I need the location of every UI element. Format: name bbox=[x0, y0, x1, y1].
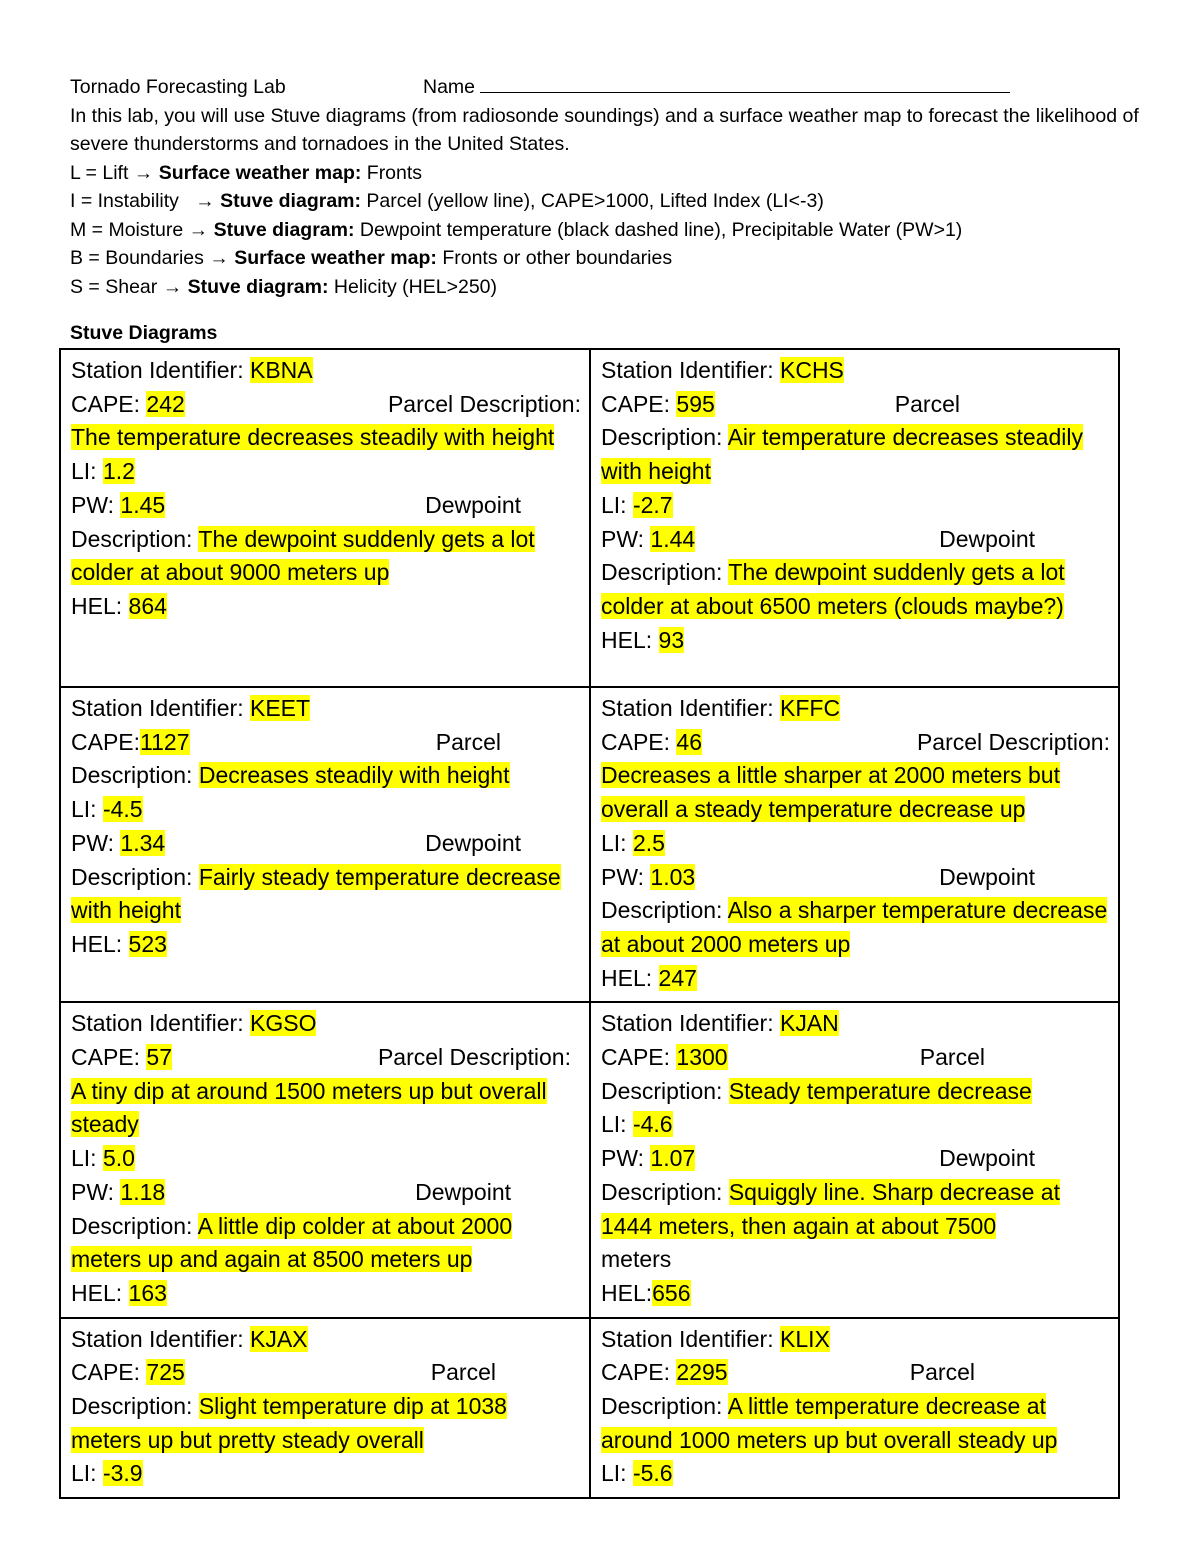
pw-label: PW: bbox=[71, 829, 115, 856]
parcel-desc-label: Parcel Description: bbox=[387, 390, 581, 417]
station-id: KFFC bbox=[780, 695, 841, 721]
limb-tool: Stuve diagram: bbox=[187, 275, 329, 298]
pw-label: PW: bbox=[601, 1145, 645, 1172]
limb-tool: Surface weather map: bbox=[234, 247, 437, 269]
li-label: LI: bbox=[71, 796, 97, 823]
limb-instability bbox=[70, 187, 1160, 216]
dewpoint-label: Dewpoint bbox=[939, 525, 1035, 552]
dewpoint-desc: Fairly steady temperature decrease with height bbox=[71, 863, 561, 924]
description-label: Description: bbox=[601, 1178, 723, 1205]
station-id: KLIX bbox=[780, 1325, 830, 1352]
hel-value: 523 bbox=[128, 930, 167, 957]
dewpoint-desc: The dewpoint suddenly gets a lot colder at about 9000 meters up bbox=[71, 525, 535, 586]
pw-label: PW: bbox=[71, 1178, 115, 1205]
parcel-desc-label: Parcel Description: bbox=[916, 728, 1110, 755]
station-label: Station Identifier: bbox=[71, 1325, 244, 1352]
pw-label: PW: bbox=[601, 863, 645, 890]
cape-value: 595 bbox=[676, 390, 715, 417]
limb-prefix: S = Shear bbox=[70, 275, 158, 298]
pw-value: 1.07 bbox=[650, 1145, 696, 1172]
cape-label: CAPE: bbox=[71, 1044, 141, 1071]
station-label: Station Identifier: bbox=[601, 357, 774, 383]
cape-label: CAPE: bbox=[71, 728, 141, 755]
pw-value: 1.45 bbox=[120, 491, 166, 518]
li-label: LI: bbox=[71, 1145, 97, 1172]
parcel-desc: Steady temperature decrease bbox=[728, 1077, 1032, 1104]
dewpoint-label: Dewpoint bbox=[939, 1145, 1035, 1172]
li-value: -4.5 bbox=[102, 796, 143, 823]
limb-detail: Parcel (yellow line), CAPE>1000, Lifted Index (LI<-3) bbox=[366, 190, 824, 212]
li-value: 5.0 bbox=[102, 1145, 135, 1172]
station-cell-keet bbox=[60, 687, 590, 1002]
dewpoint-desc: Squiggly line. Sharp decrease at 1444 meters, then again at about 7500 bbox=[601, 1178, 1060, 1239]
pw-value: 1.18 bbox=[120, 1178, 166, 1205]
station-cell-kjan bbox=[590, 1002, 1119, 1317]
station-cell-kjax bbox=[60, 1318, 590, 1499]
li-value: 1.2 bbox=[102, 458, 135, 485]
hel-label: HEL: bbox=[71, 592, 123, 619]
description-label: Description: bbox=[601, 559, 723, 586]
pw-value: 1.34 bbox=[120, 829, 166, 856]
limb-detail: Fronts or other boundaries bbox=[442, 247, 673, 269]
station-id: KBNA bbox=[250, 357, 313, 383]
limb-tool: Stuve diagram: bbox=[220, 190, 361, 212]
hel-label: HEL: bbox=[71, 1279, 123, 1306]
station-cell-kffc bbox=[590, 687, 1119, 1002]
dewpoint-label: Dewpoint bbox=[415, 1178, 511, 1205]
station-label: Station Identifier: bbox=[71, 1010, 244, 1037]
station-id: KCHS bbox=[780, 357, 844, 383]
title-line bbox=[70, 72, 1160, 102]
limb-detail: Fronts bbox=[366, 161, 423, 184]
station-cell-klix bbox=[590, 1318, 1119, 1499]
arrow-icon: → bbox=[209, 247, 229, 269]
cape-label: CAPE: bbox=[601, 390, 671, 417]
cape-label: CAPE: bbox=[601, 1359, 671, 1386]
parcel-desc: Air temperature decreases steadily with height bbox=[601, 424, 1083, 485]
station-id: KEET bbox=[250, 695, 311, 721]
arrow-icon: → bbox=[188, 218, 209, 241]
limb-moisture bbox=[70, 216, 1160, 245]
limb-tool: Surface weather map: bbox=[158, 161, 362, 184]
description-label: Description: bbox=[71, 863, 193, 890]
description-label: Description: bbox=[601, 424, 723, 451]
station-cell-kchs bbox=[590, 349, 1119, 687]
section-heading: Stuve Diagrams bbox=[70, 322, 218, 344]
cape-label: CAPE: bbox=[601, 728, 671, 755]
station-id: KGSO bbox=[250, 1010, 317, 1037]
parcel-desc: A little temperature decrease at around 1000 meters up but overall steady up bbox=[601, 1393, 1058, 1453]
cape-value: 725 bbox=[146, 1359, 185, 1386]
intro-text: In this lab, you will use Stuve diagrams (from radiosonde soundings) and a surface weather map to forecast the likelihood of severe thunderstorms and tornadoes in the United States. bbox=[70, 104, 1139, 155]
hel-value: 656 bbox=[652, 1279, 691, 1306]
li-label: LI: bbox=[71, 458, 97, 485]
dewpoint-desc-tail: meters bbox=[601, 1246, 672, 1273]
dewpoint-desc: A little dip colder at about 2000 meters up and again at 8500 meters up bbox=[71, 1212, 513, 1273]
hel-label: HEL: bbox=[71, 930, 123, 957]
parcel-label: Parcel bbox=[435, 728, 501, 755]
parcel-desc: The temperature decreases steadily with height bbox=[71, 424, 555, 451]
name-label: Name bbox=[423, 76, 476, 98]
parcel-desc-label: Parcel Description: bbox=[377, 1044, 571, 1071]
station-id: KJAN bbox=[780, 1010, 839, 1037]
li-value: -5.6 bbox=[632, 1460, 673, 1487]
pw-value: 1.03 bbox=[650, 863, 696, 890]
hel-value: 864 bbox=[128, 592, 167, 619]
description-label: Description: bbox=[601, 1077, 723, 1104]
arrow-icon: → bbox=[195, 190, 215, 212]
parcel-label: Parcel bbox=[894, 390, 960, 417]
limb-shear bbox=[70, 273, 1160, 302]
station-label: Station Identifier: bbox=[71, 357, 244, 383]
dewpoint-desc: Also a sharper temperature decrease at about 2000 meters up bbox=[601, 897, 1108, 957]
limb-detail: Dewpoint temperature (black dashed line), Precipitable Water (PW>1) bbox=[359, 218, 963, 241]
limb-tool: Stuve diagram: bbox=[213, 218, 355, 241]
li-label: LI: bbox=[601, 1111, 627, 1138]
name-field[interactable] bbox=[480, 72, 1010, 93]
li-label: LI: bbox=[601, 829, 627, 856]
description-label: Description: bbox=[601, 897, 723, 924]
cape-value: 1127 bbox=[140, 728, 190, 755]
station-label: Station Identifier: bbox=[601, 1010, 774, 1037]
cape-label: CAPE: bbox=[601, 1044, 671, 1071]
hel-label: HEL: bbox=[601, 1279, 653, 1306]
parcel-label: Parcel bbox=[430, 1359, 496, 1386]
description-label: Description: bbox=[601, 1393, 723, 1420]
dewpoint-label: Dewpoint bbox=[425, 829, 521, 856]
lab-title: Tornado Forecasting Lab bbox=[70, 76, 286, 98]
limb-prefix: I = Instability bbox=[70, 190, 179, 212]
limb-prefix: B = Boundaries bbox=[70, 247, 204, 269]
description-label: Description: bbox=[71, 525, 193, 552]
li-value: -2.7 bbox=[632, 491, 673, 518]
limb-detail: Helicity (HEL>250) bbox=[333, 275, 498, 298]
li-label: LI: bbox=[601, 1460, 627, 1487]
station-label: Station Identifier: bbox=[71, 695, 244, 721]
hel-label: HEL: bbox=[601, 626, 653, 653]
cape-value: 46 bbox=[676, 728, 703, 755]
station-label: Station Identifier: bbox=[601, 1325, 774, 1352]
pw-label: PW: bbox=[71, 491, 115, 518]
cape-value: 57 bbox=[146, 1044, 173, 1071]
station-label: Station Identifier: bbox=[601, 695, 774, 721]
parcel-desc: Slight temperature dip at 1038 meters up but pretty steady overall bbox=[71, 1393, 507, 1453]
hel-value: 163 bbox=[128, 1279, 167, 1306]
limb-lift bbox=[70, 159, 1160, 188]
cape-value: 242 bbox=[146, 390, 185, 417]
li-value: 2.5 bbox=[632, 829, 665, 856]
hel-value: 93 bbox=[658, 626, 685, 653]
hel-label: HEL: bbox=[601, 964, 653, 991]
parcel-label: Parcel bbox=[919, 1044, 985, 1071]
station-id: KJAX bbox=[250, 1325, 308, 1352]
cape-label: CAPE: bbox=[71, 390, 141, 417]
li-label: LI: bbox=[71, 1460, 97, 1487]
li-label: LI: bbox=[601, 491, 627, 518]
limb-prefix: L = Lift bbox=[70, 161, 129, 184]
cape-value: 1300 bbox=[676, 1044, 728, 1071]
limb-prefix: M = Moisture bbox=[70, 218, 184, 241]
parcel-label: Parcel bbox=[909, 1359, 975, 1386]
dewpoint-label: Dewpoint bbox=[425, 491, 521, 518]
description-label: Description: bbox=[71, 1212, 193, 1239]
li-value: -4.6 bbox=[632, 1111, 673, 1138]
cape-value: 2295 bbox=[676, 1359, 728, 1386]
station-cell-kgso bbox=[60, 1002, 590, 1317]
parcel-desc: Decreases steadily with height bbox=[198, 762, 510, 789]
stuve-table bbox=[59, 348, 1120, 1499]
limb-boundaries bbox=[70, 244, 1160, 273]
description-label: Description: bbox=[71, 1393, 193, 1420]
arrow-icon: → bbox=[162, 275, 183, 298]
dewpoint-desc: The dewpoint suddenly gets a lot colder at about 6500 meters (clouds maybe?) bbox=[601, 559, 1065, 619]
description-label: Description: bbox=[71, 762, 193, 789]
hel-value: 247 bbox=[658, 964, 697, 991]
cape-label: CAPE: bbox=[71, 1359, 141, 1386]
dewpoint-label: Dewpoint bbox=[939, 863, 1035, 890]
parcel-desc: A tiny dip at around 1500 meters up but overall steady bbox=[71, 1077, 547, 1138]
li-value: -3.9 bbox=[102, 1460, 143, 1487]
parcel-desc: Decreases a little sharper at 2000 meters but overall a steady temperature decrease up bbox=[601, 762, 1060, 823]
pw-label: PW: bbox=[601, 525, 645, 552]
station-cell-kbna bbox=[60, 349, 590, 687]
arrow-icon: → bbox=[133, 161, 154, 184]
pw-value: 1.44 bbox=[650, 525, 696, 552]
intro-block bbox=[70, 72, 1160, 301]
